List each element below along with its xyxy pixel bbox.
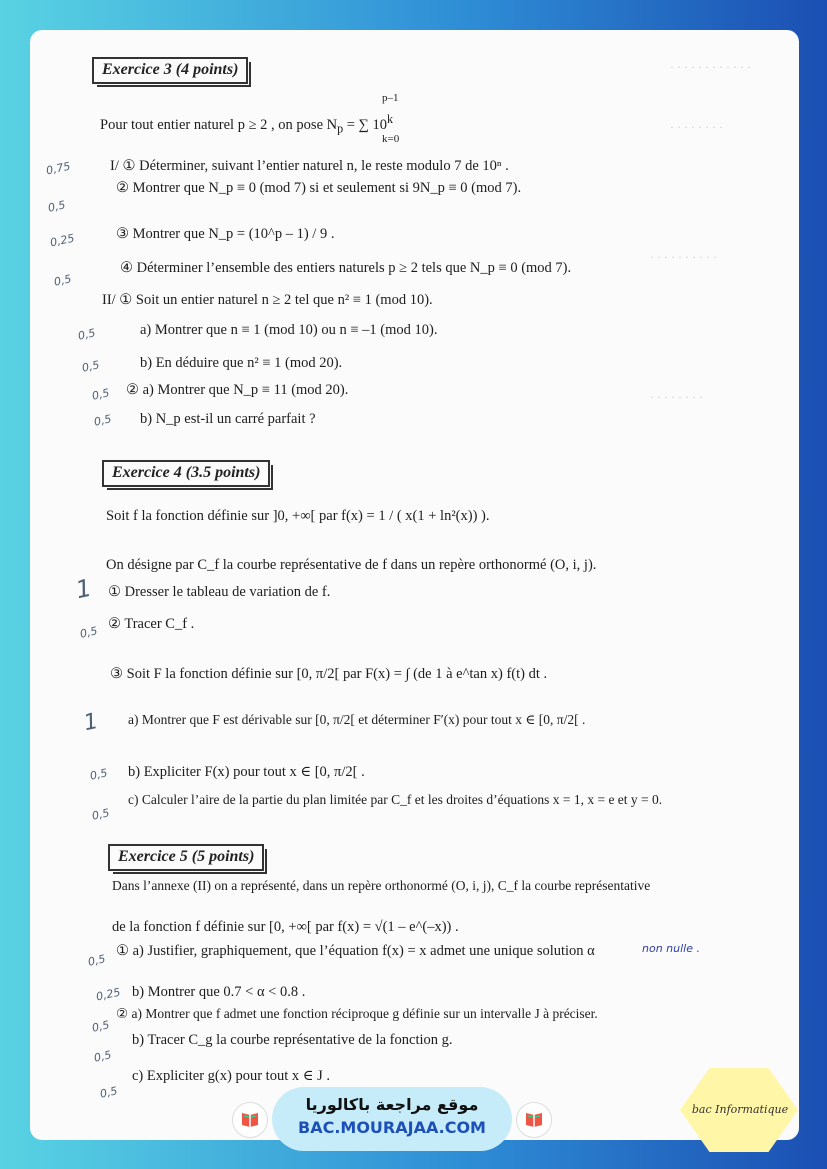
site-logo-right: [516, 1102, 552, 1138]
ex3-q6: a) Montrer que n ≡ 1 (mod 10) ou n ≡ –1 (mod 10).: [140, 322, 438, 338]
grade-mark: 0,5: [90, 1018, 111, 1035]
book-icon: [524, 1110, 544, 1128]
grade-mark: 0,5: [52, 272, 73, 289]
show-through-text: · · · · · · · ·: [650, 390, 703, 404]
ex3-q5: II/ ① Soit un entier naturel n ≥ 2 tel que n² ≡ 1 (mod 10).: [102, 292, 433, 308]
grade-mark: 0,5: [78, 624, 99, 641]
ex5-l1: Dans l’annexe (II) on a représenté, dans un repère orthonormé (O, i, j), C_f la courbe représentative: [112, 878, 651, 893]
exercise-3-title: Exercice 3 (4 points): [92, 57, 248, 84]
ex4-l8: c) Calculer l’aire de la partie du plan limitée par C_f et les droites d’équations x = 1, x = e et y = 0.: [128, 792, 663, 807]
grade-mark: 0,5: [46, 198, 67, 215]
ex4-l5: ③ Soit F la fonction définie sur [0, π/2[ par F(x) = ∫ (de 1 à e^tan x) f(t) dt .: [110, 666, 548, 682]
grade-mark: 0,5: [90, 806, 111, 823]
ex4-l6: a) Montrer que F est dérivable sur [0, π/2[ et déterminer F′(x) pour tout x ∈ [0, π/2[ .: [128, 712, 586, 727]
ex5-l7: c) Expliciter g(x) pour tout x ∈ J .: [132, 1068, 330, 1084]
show-through-text: · · · · · · · ·: [670, 120, 723, 134]
grade-mark: 0,5: [80, 358, 101, 375]
grade-mark: 0,5: [76, 326, 97, 343]
ex5-l4: b) Montrer que 0.7 < α < 0.8 .: [132, 984, 306, 1000]
ex4-l4: ② Tracer C_f .: [108, 616, 195, 632]
exercise-4-title: Exercice 4 (3.5 points): [102, 460, 270, 487]
grade-mark: 0,5: [92, 1048, 113, 1065]
ex3-sum-bottom: k=0: [382, 133, 400, 145]
ex3-q1: I/ ① Déterminer, suivant l’entier naturel n, le reste modulo 7 de 10ⁿ .: [110, 158, 509, 174]
grade-mark: 1: [73, 573, 95, 605]
grade-mark: 0,5: [92, 412, 113, 429]
grade-mark: 0,75: [44, 159, 72, 178]
ex5-l2: de la fonction f définie sur [0, +∞[ par f(x) = √(1 – e^(–x)) .: [112, 919, 459, 935]
ex3-q2: ② Montrer que N_p ≡ 0 (mod 7) si et seulement si 9N_p ≡ 0 (mod 7).: [116, 180, 522, 196]
grade-mark: 0,25: [48, 231, 76, 250]
site-logo-left: [232, 1102, 268, 1138]
grade-mark: 0,5: [98, 1084, 119, 1101]
ex5-l3: ① a) Justifier, graphiquement, que l’équation f(x) = x admet une unique solution α: [116, 943, 595, 959]
ex4-l3: ① Dresser le tableau de variation de f.: [108, 584, 331, 600]
ex5-l5: ② a) Montrer que f admet une fonction réciproque g définie sur un intervalle J à préciser.: [116, 1006, 598, 1021]
grade-mark: 0,5: [90, 386, 111, 403]
grade-mark: 0,5: [86, 952, 107, 969]
bac-informatique-label: bac Informatique: [691, 1103, 789, 1116]
ex3-q3: ③ Montrer que N_p = (10^p – 1) / 9 .: [116, 226, 335, 242]
footer-arabic-title: موقع مراجعة باكالوريا: [305, 1095, 479, 1114]
book-icon: [240, 1110, 260, 1128]
show-through-text: · · · · · · · · · · · ·: [670, 60, 751, 74]
exam-page: [30, 30, 799, 1140]
show-through-text: · · · · · · · · · ·: [650, 250, 717, 264]
ex3-q7: b) En déduire que n² ≡ 1 (mod 20).: [140, 355, 343, 371]
ex3-q8: ② a) Montrer que N_p ≡ 11 (mod 20).: [126, 382, 349, 398]
ex3-q9: b) N_p est-il un carré parfait ?: [140, 411, 316, 427]
ex4-l1: Soit f la fonction définie sur ]0, +∞[ par f(x) = 1 / ( x(1 + ln²(x)) ).: [106, 508, 490, 524]
footer-url-link[interactable]: BAC.MOURAJAA.COM: [298, 1118, 486, 1137]
ex4-l7: b) Expliciter F(x) pour tout x ∈ [0, π/2[ .: [128, 764, 365, 780]
ex5-l6: b) Tracer C_g la courbe représentative de la fonction g.: [132, 1032, 453, 1048]
grade-mark: 0,25: [94, 985, 122, 1004]
grade-mark: 0,5: [88, 766, 109, 783]
ex3-intro: Pour tout entier naturel p ≥ 2 , on pose $N_p$ = ∑ 10$^k$: [100, 112, 394, 136]
footer-site-banner[interactable]: [272, 1087, 512, 1151]
grade-mark: 1: [81, 708, 101, 737]
ex3-sum-top: p–1: [382, 92, 399, 104]
ex5-handwritten-note: non nulle .: [642, 942, 700, 955]
ex4-l2: On désigne par C_f la courbe représentative de f dans un repère orthonormé (O, i, j).: [106, 557, 597, 573]
ex3-q4: ④ Déterminer l’ensemble des entiers naturels p ≥ 2 tels que N_p ≡ 0 (mod 7).: [120, 260, 572, 276]
exercise-5-title: Exercice 5 (5 points): [108, 844, 264, 871]
